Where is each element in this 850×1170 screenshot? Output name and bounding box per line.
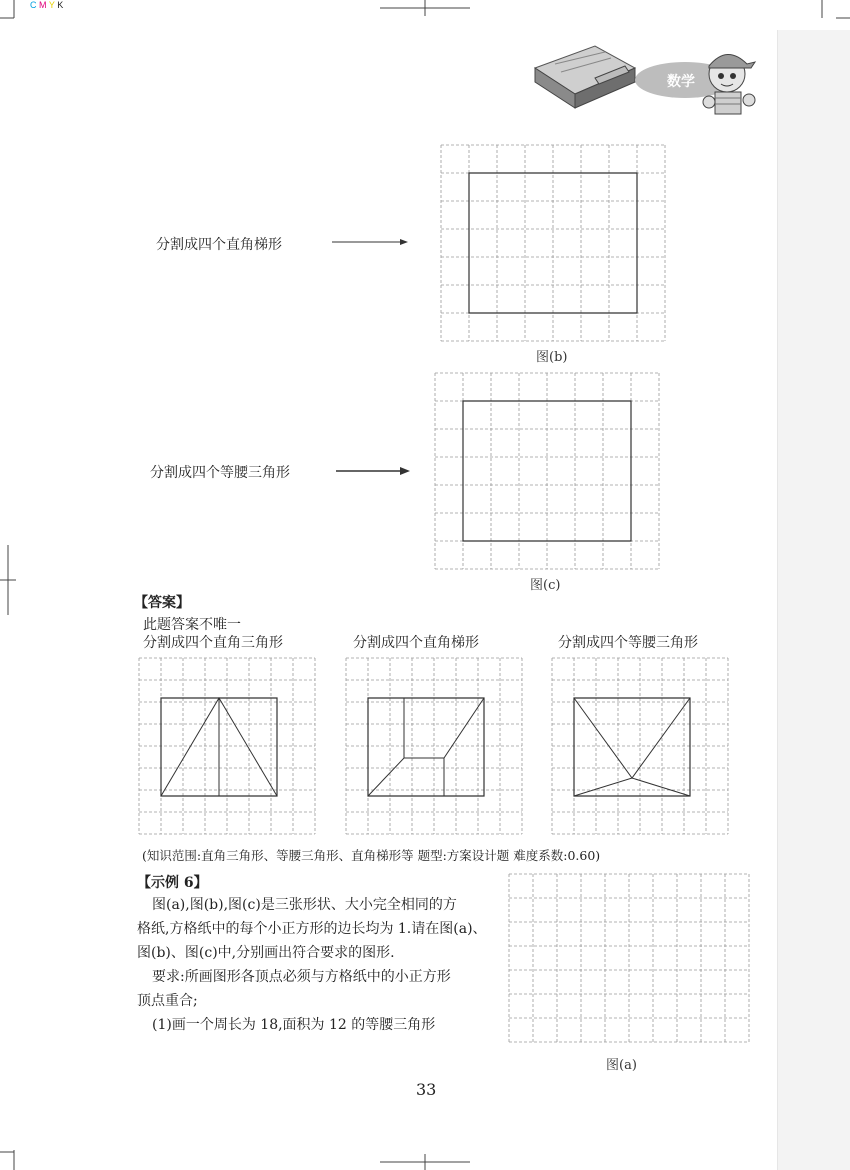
subject-label: 数学 — [667, 74, 695, 90]
cmyk-y: Y — [48, 0, 55, 10]
figure-c-grid — [435, 373, 659, 569]
example6-line-5: 顶点重合; — [137, 993, 198, 1009]
book-icon — [535, 46, 635, 108]
figure-c-instruction: 分割成四个等腰三角形 — [150, 465, 290, 481]
answer-note: 此题答案不唯一 — [143, 617, 241, 633]
figure-b-arrow — [332, 236, 412, 248]
cmyk-m: M — [39, 0, 47, 10]
answer-panel-1-label: 分割成四个直角三角形 — [143, 635, 283, 651]
example6-line-6: (1)画一个周长为 18,面积为 12 的等腰三角形 — [152, 1017, 436, 1033]
panel-3-rectangle — [574, 698, 690, 796]
example6-figure-a-caption: 图(a) — [606, 1058, 637, 1073]
figure-c-caption: 图(c) — [530, 578, 561, 593]
example6-line-1: 图(a),图(b),图(c)是三张形状、大小完全相同的方 — [152, 897, 457, 913]
figure-b-caption: 图(b) — [536, 350, 568, 365]
panel-3-upper-lines — [574, 698, 690, 778]
answer-heading: 【答案】 — [134, 595, 190, 611]
example6-line-3: 图(b)、图(c)中,分别画出符合要求的图形. — [137, 945, 395, 961]
page-number: 33 — [416, 1080, 437, 1099]
example6-figure-a-grid — [509, 874, 749, 1044]
answer-panel-2-grid — [346, 658, 522, 834]
panel-2-zigzag — [368, 698, 484, 796]
page-side-band — [777, 30, 850, 1170]
cmyk-k: K — [57, 0, 64, 10]
cmyk-c: C — [30, 0, 37, 10]
figure-b-grid — [441, 145, 665, 341]
example6-heading: 【示例 6】 — [137, 875, 208, 891]
knowledge-note: (知识范围:直角三角形、等腰三角形、直角梯形等 题型:方案设计题 难度系数:0.60) — [142, 848, 601, 863]
figure-b-instruction: 分割成四个直角梯形 — [156, 237, 282, 253]
example6-line-2: 格纸,方格纸中的每个小正方形的边长均为 1.请在图(a)、 — [137, 921, 487, 937]
answer-panel-1-grid — [139, 658, 315, 834]
header-decoration — [525, 28, 785, 118]
panel-2-rectangle — [368, 698, 484, 796]
figure-c-arrow — [336, 465, 416, 477]
answer-panel-3-label: 分割成四个等腰三角形 — [558, 635, 698, 651]
answer-panel-3-grid — [552, 658, 728, 834]
example6-line-4: 要求:所画图形各顶点必须与方格纸中的小正方形 — [152, 969, 451, 985]
panel-3-lower-lines — [574, 778, 690, 796]
answer-panel-2-label: 分割成四个直角梯形 — [353, 635, 479, 651]
